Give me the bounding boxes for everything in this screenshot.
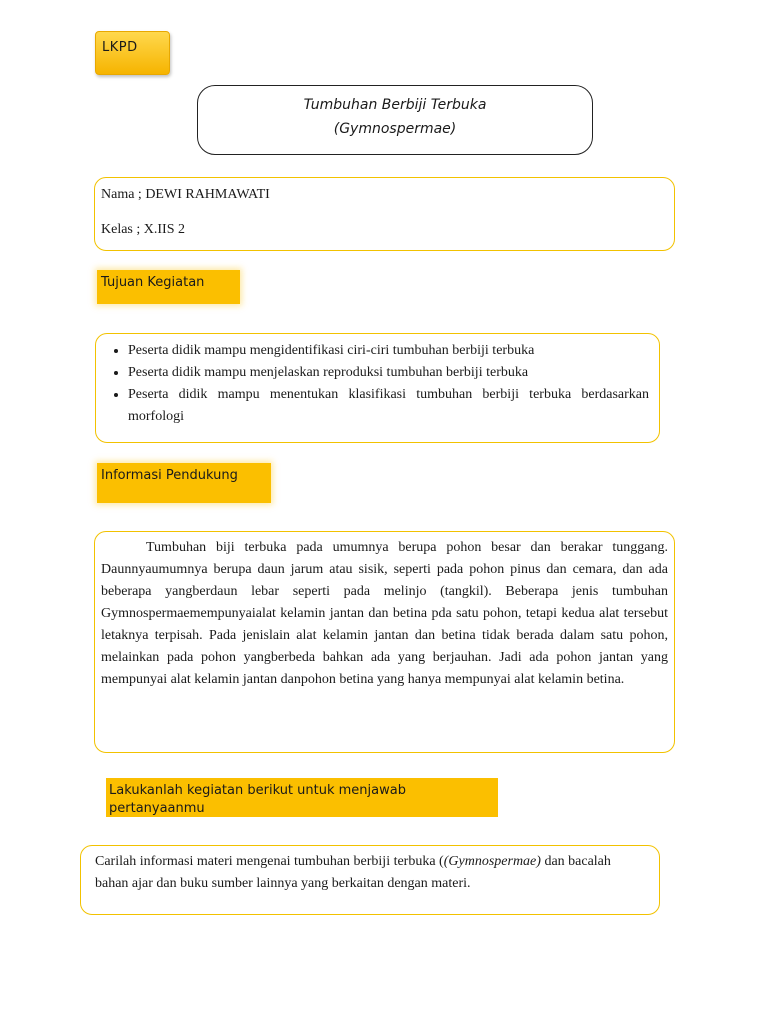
objectives-heading: Tujuan Kegiatan (97, 270, 240, 304)
student-info-box (94, 177, 675, 251)
title-line-2: (Gymnospermae) (333, 121, 457, 137)
support-paragraph: Tumbuhan biji terbuka pada umumnya berupa pohon besar dan berakar tunggang. Daunnyaumumnya berupa daun jarum atau sisik, seperti pada pohon pinus dan cemara, dan ada beberapa yangberdaun lebar seperti pada melinjo (tangkil). Beberapa jenis tumbuhan Gymnospermaemempunyaialat kelamin jantan dan betina pda satu pohon, tetapi kedua alat tersebut letaknya terpisah. Pada jenislain alat kelamin jantan dan betina tidak berada dalam satu pohon, melainkan pada pohon yangberbeda bahkan ada yang berjauhan. Jadi ada pohon jantan yang mempunyai alat kelamin jantan danpohon betina yang hanya mempunyai alat kelamin betina. (101, 540, 668, 687)
student-name: Nama ; DEWI RAHMAWATI (101, 187, 270, 202)
objective-item: • Peserta didik mampu menentukan klasifikasi tumbuhan berbiji terbuka berdasarkan morfologi (128, 384, 649, 428)
activity-heading: Lakukanlah kegiatan berikut untuk menjawab pertanyaanmu (106, 778, 498, 817)
title-line-1: Tumbuhan Berbiji Terbuka (303, 97, 487, 113)
objectives-box (95, 333, 660, 443)
support-heading: Informasi Pendukung (97, 463, 271, 503)
student-class: Kelas ; X.IIS 2 (101, 222, 185, 237)
objectives-list (104, 340, 649, 428)
task-box (80, 845, 660, 915)
objective-item: • Peserta didik mampu menjelaskan reproduksi tumbuhan berbiji terbuka (128, 362, 649, 384)
task-text-italic: (Gymnospermae) (443, 854, 541, 869)
support-info-box (94, 531, 675, 753)
objective-item: • Peserta didik mampu mengidentifikasi ciri-ciri tumbuhan berbiji terbuka (128, 340, 649, 362)
task-text-start: Carilah informasi materi mengenai tumbuhan berbiji terbuka ( (95, 854, 444, 869)
lkpd-label: LKPD (95, 31, 170, 75)
task-text-end: dan bacalah bahan ajar dan buku sumber lainnya yang berkaitan dengan materi. (95, 854, 611, 891)
title-box (197, 85, 593, 155)
